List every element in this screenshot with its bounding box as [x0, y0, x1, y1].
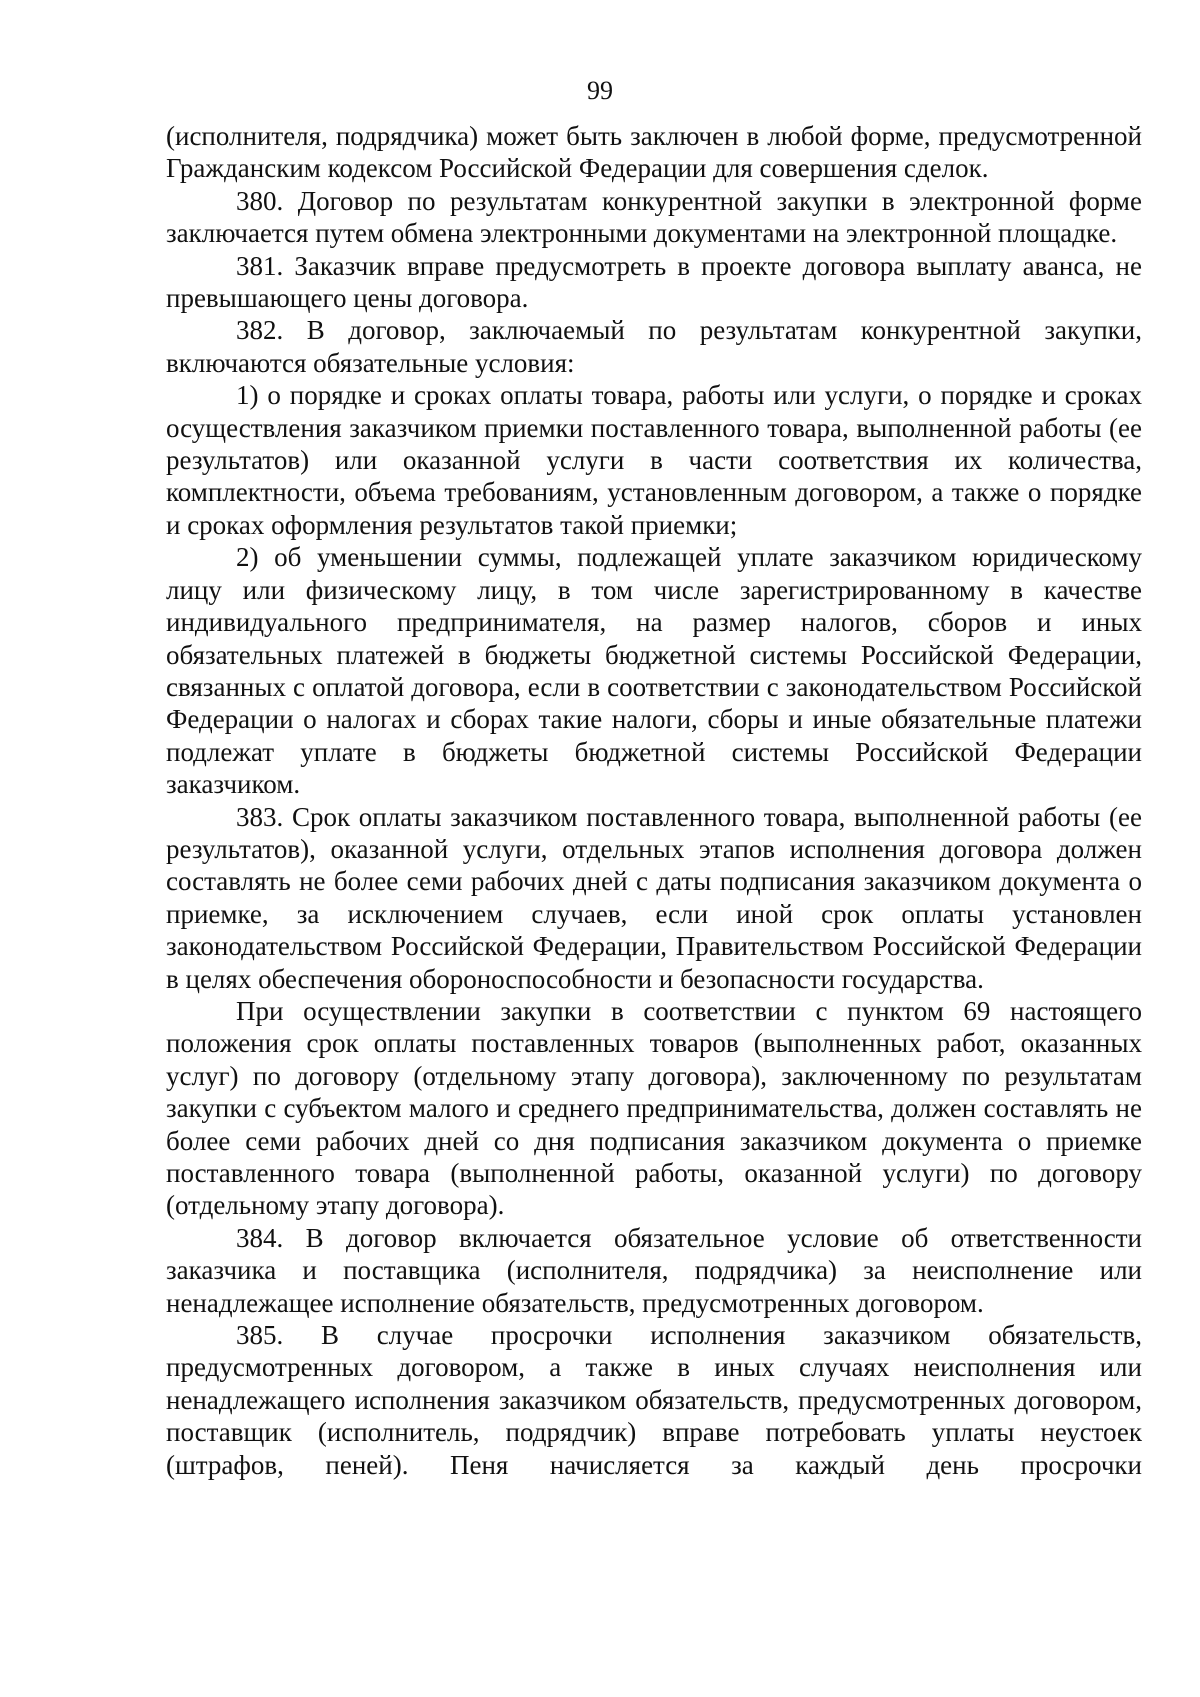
paragraph-384: 384. В договор включается обязательное условие об ответственности заказчика и поставщика (исполнителя, подрядчика) за неисполнение или ненадлежащее исполнение обязательств, предусмотренных договором. — [166, 1222, 1142, 1318]
paragraph-382-item-1: 1) о порядке и сроках оплаты товара, работы или услуги, о порядке и сроках осуществления заказчиком приемки поставленного товара, выполненной работы (ее результатов) или оказанной услуги в части соответствия их количества, комплектности, объема требованиям, установленным договором, а также о порядке и сроках оформления результатов такой приемки; — [166, 380, 1142, 540]
paragraph-382-item-2: 2) об уменьшении суммы, подлежащей уплате заказчиком юридическому лицу или физическому лицу, в том числе зарегистрированному в качестве индивидуального предпринимателя, на размер налогов, сборов и иных обязательных платежей в бюджеты бюджетной системы Российской Федерации, связанных с оплатой договора, если в соответствии с законодательством Российской Федерации о налогах и сборах такие налоги, сборы и иные обязательные платежи подлежат уплате в бюджеты бюджетной системы Российской Федерации заказчиком. — [166, 542, 1142, 800]
page-number: 99 — [587, 76, 613, 105]
paragraph-385: 385. В случае просрочки исполнения заказчиком обязательств, предусмотренных договором, а также в иных случаях неисполнения или ненадлежащего исполнения заказчиком обязательств, предусмотренных договором, поставщик (исполнитель, подрядчик) вправе потребовать уплаты неустоек (штрафов, пеней). Пеня начисляется за каждый день просрочки — [166, 1320, 1142, 1480]
paragraph-continuation: (исполнителя, подрядчика) может быть заключен в любой форме, предусмотренной Гражданским кодексом Российской Федерации для совершения сделок. — [166, 121, 1142, 184]
paragraph-383: 383. Срок оплаты заказчиком поставленного товара, выполненной работы (ее результатов), оказанной услуги, отдельных этапов исполнения договора должен составлять не более семи рабочих дней с даты подписания заказчиком документа о приемке, за исключением случаев, если иной срок оплаты установлен законодательством Российской Федерации, Правительством Российской Федерации в целях обеспечения обороноспособности и безопасности государства. — [166, 801, 1142, 994]
paragraph-380: 380. Договор по результатам конкурентной закупки в электронной форме заключается путем обмена электронными документами на электронной площадке. — [166, 185, 1142, 249]
paragraph-383-part-2: При осуществлении закупки в соответствии с пунктом 69 настоящего положения срок оплаты поставленных товаров (выполненных работ, оказанных услуг) по договору (отдельному этапу договора), заключенному по результатам закупки с субъектом малого и среднего предпринимательства, должен составлять не более семи рабочих дней со дня подписания заказчиком документа о приемке поставленного товара (выполненной работы, оказанной услуги) по договору (отдельному этапу договора). — [166, 995, 1142, 1221]
paragraph-381: 381. Заказчик вправе предусмотреть в проекте договора выплату аванса, не превышающего цены договора. — [166, 250, 1142, 314]
document-body — [166, 120, 1142, 1481]
paragraph-382: 382. В договор, заключаемый по результатам конкурентной закупки, включаются обязательные условия: — [166, 315, 1142, 378]
